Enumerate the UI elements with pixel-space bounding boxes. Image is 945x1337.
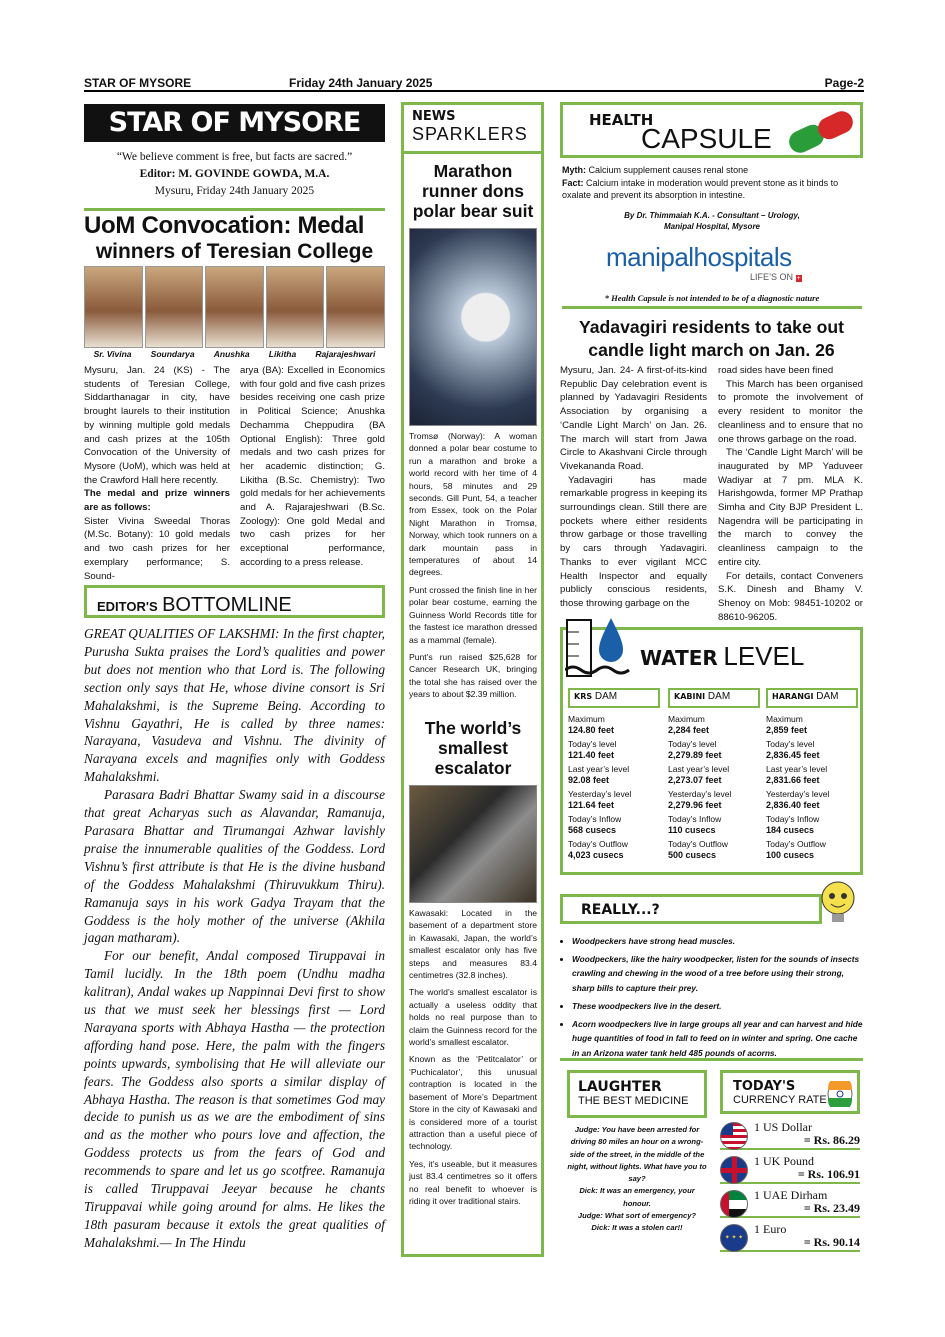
health-capsule-header: HEALTH CAPSULE [560,102,863,158]
laughter-header: LAUGHTER THE BEST MEDICINE [567,1070,707,1118]
paper-name: STAR OF MYSORE [84,76,192,90]
yadavagiri-col1: Mysuru, Jan. 24- A first-of-its-kind Republic Day celebration event is planned by Yadavagiri Residents Association by organising a ‘Candle Light March’ on Jan. 26. The march will start from Jawa Circle to Akashvani Circle through Vivekananda Road. Yadavagiri has made remarkable progress in keeping its surroundings clean. Still there are pockets where either residents throw garbage or those travelling by cars through Yadavagiri. Thanks to ever vigilant MCC Health Inspector and equally publicly conscious residents, those throwing garbage on the [560,365,707,609]
masthead-info [84,149,385,200]
yadavagiri-headline: Yadavagiri residents to take out candle light march on Jan. 26 [579,317,844,360]
uom-headline: UoM Convocation: Medal winners of Teresian College [84,208,385,265]
editors-bottomline-box: EDITOR'S BOTTOMLINE [84,585,385,618]
really-list: • Woodpeckers have strong head muscles. • Woodpeckers, like the hairy woodpecker, listen for the sounds of insects crawling and chewing in the wood of a tree before using their strong, sharp bills to capture their prey. • These woodpeckers live in the desert. • Acorn woodpeckers live in large groups all year and can harvest and hide huge quantities of food in fall to feed on in winter and spring. One cache in an Arizona water tank held 485 pounds of acorns. [560,934,863,1064]
medal-winners-photos [84,266,385,348]
escalator-headline: The world’s smallest escalator [424,718,522,778]
uk-flag-icon [720,1156,748,1184]
escalator-text: Kawasaki: Located in the basement of a department store in Kawasaki, Japan, the world’s smallest escalator only has five steps and measures 83.4 centimetres (32.8 inches). The world’s smallest escalator is actually a useless oddity that holds no real purpose than to claim the Guinness record for the world’s smallest escalator. Known as the ‘Petitcalator’ or ‘Puchicalator’, this unusual contraption is located in the basement of More’s Department Store in the city of Kawasaki and is considered more of a tourist attraction than a useful piece of technology. Yes, it’s useable, but it measures just 83.4 centimetres so it offers no real benefit to whoever is riding it over traditional stairs. [409,908,537,1206]
news-sparklers-header: NEWS SPARKLERS [401,102,544,154]
marathon-headline: Marathon runner dons polar bear suit [412,161,534,221]
eu-flag-icon: ✦ ✦ ✦ [720,1224,748,1252]
currency-row-usd: 1 US Dollar = Rs. 86.29 [720,1120,860,1150]
photo-vivina [84,266,143,348]
kabini-dam: KABINI DAM Maximum 2,284 feet Today’s level 2,279.89 feet Last year’s level 2,273.07 feet Yesterday’s level 2,279.96 feet Today’s Inflow 110 cusecs Today’s Outflow 500 cusecs [668,688,760,864]
escalator-photo [409,785,537,903]
uae-flag-icon [720,1190,748,1218]
dateline: Mysuru, Friday 24th January 2025 [154,185,315,197]
masthead: STAR OF MYSORE [84,104,385,142]
capsule-pill-icon [781,109,861,155]
marathon-text: Tromsø (Norway): A woman donned a polar bear costume to run a marathon and broke a world record with her time of 4 hours, 58 minutes and 29 seconds. Gill Punt, 54, a teacher from Essex, took on the Polar Night Marathon in Tromsø, Norway, which took runners on a dark mountain pass in temperatures of about 14 degrees. Punt crossed the finish line in her polar bear costume, earning the Guinness World Records title for the fastest ice marathon dressed as a mammal (female). Punt’s run raised $25,628 for Cancer Research UK, bringing the total she has raised over the years to about $2.39 million. [409,431,537,700]
photo-rajarajeshwari [326,266,385,348]
currency-header: TODAY'S CURRENCY RATE [720,1070,860,1114]
water-level-title: WATER LEVEL [640,641,805,671]
photo-anushka [205,266,264,348]
currency-row-gbp: 1 UK Pound = Rs. 106.91 [720,1154,860,1184]
really-header: REALLY...? [560,894,822,924]
health-content: Myth: Calcium supplement causes renal stone Fact: Calcium intake in moderation would prevent stone as it binds to oxalate and prevent its absorption in intestine. By Dr. Thimmaiah K.A. - Consultant – Urology, Manipal Hospital, Mysore [562,165,839,231]
page-header [84,76,864,92]
krs-dam: KRS DAM Maximum 124.80 feet Today’s level 121.40 feet Last year’s level 92.08 feet Yesterday’s level 121.64 feet Today’s Inflow 568 cusecs Today’s Outflow 4,023 cusecs [568,688,660,864]
manipal-tagline: LIFE’S ON + [750,272,801,282]
manipal-logo: manipalhospitals [606,242,792,272]
editors-article: GREAT QUALITIES OF LAKSHMI: In the first chapter, Purusha Sukta praises the Lord’s qualities and power but does not mention who that Lord is. The following section only says that He, whose divine consort is Sri Mahalakshmi, is the Supreme Being. According to Vishnu Gayathri, He is called by three names: Narayana, Vasudeva and Vishnu. The divinity of Narayana excels and magnifies only with Goddess Mahalakshmi. Parasara Badri Bhattar Swamy said in a discourse that great Acharyas such as Alavandar, Ramanuja, Parasara Bhattar and Tirumangai Azhwar lavishly praise the innumerable qualities of the Goddess. Lord Vishnu’s first attribute is that He is the divine husband of the Goddess Mahalakshmi (Thiruvukkum Thiru). Ramanuja says in his work Gadya Trayam that the Goddess is the holy mother of the universe (Akhila jagan matharam). For our benefit, Andal composed Tiruppavai in Tamil lucidly. In the 18th poem (Undhu madha kalitran), Andal wakes up Nappinnai Devi first to show us that we must seek her blessings first — Lord Narayana sports with Abhaya Hastha — the protection affording hand pose. Here, the palm with the fingers points upwards, symbolising that He will alleviate our fears. The Goddess also sports a similar display of Abhaya Hastha. The reason is that sometimes God may decide to punish us as we are the embodiment of sins and as the mother who pours love and affection, the Goddess protects us from the fears of God and recommends to spare and let us go scotfree. Ramanuja is called Tiruppavai Jeeyar because he chants Tiruppavai while going around for alms. He likes the 18th pasuram because it extols the great qualities of Mahalakshmi.— In The Hindu [84,626,385,1250]
polar-bear-runner-photo [409,228,537,426]
photo-likitha [266,266,325,348]
water-drop-icon [565,614,635,680]
us-flag-icon [720,1122,748,1150]
issue-date: Friday 24th January 2025 [289,76,433,90]
uom-col1: Mysuru, Jan. 24 (KS) - The students of Teresian College, Siddarthanagar in city, have brought laurels to their institution by winning multiple gold medals and cash prizes at the 105th Convocation of the University of Mysore (UoM), which was held at the Crawford Hall here recently. The medal and prize winners are as follows: Sister Vivina Sweedal Thoras (M.Sc. Botany): 10 gold medals and two cash prizes for her exemplary performance; S. Sound- [84,365,230,582]
photo-captions: Sr. Vivina Soundarya Anushka Likitha Rajarajeshwari [93,349,376,359]
harangi-dam: HARANGI DAM Maximum 2,859 feet Today’s level 2,836.45 feet Last year’s level 2,831.66 feet Yesterday’s level 2,836.40 feet Today’s Inflow 184 cusecs Today’s Outflow 100 cusecs [766,688,858,864]
lightbulb-icon [816,878,860,926]
laughter-joke: Judge: You have been arrested for driving 80 miles an hour on a wrong-side of the street, in the middle of the night, without lights. What have you to say? Dick: It was an emergency, your honour. Judge: What sort of emergency? Dick: It was a stolen car!! [567,1125,707,1233]
photo-soundarya [145,266,204,348]
currency-row-aed: 1 UAE Dirham = Rs. 23.49 [720,1188,860,1218]
editor-line: Editor: M. GOVINDE GOWDA, M.A. [139,168,330,180]
motto: “We believe comment is free, but facts are sacred.” [116,151,353,163]
health-disclaimer: * Health Capsule is not intended to be of a diagnostic nature [562,293,862,309]
india-flag-icon [827,1081,853,1107]
page-number: Page-2 [824,76,864,90]
yadavagiri-col2: road sides have been fined This March has been organised to promote the involvement of every resident to monitor the cleanliness and to ensure that no one throws garbage on the road. The ‘Candle Light March’ will be inaugurated by MP Yaduveer Wadiyar at 7 pm. MLA K. Harishgowda, former MP Prathap Simha and City BJP President L. Nagendra will be participating in the march to convey the cleanliness campaign to the entire city. For details, contact Conveners S.K. Dinesh and Bhamy V. Shenoy on Mob: 98451-10202 or 88610-96205. [718,365,863,623]
divider [560,1058,863,1061]
currency-row-eur: ✦ ✦ ✦ 1 Euro = Rs. 90.14 [720,1222,860,1252]
uom-col2: arya (BA): Excelled in Economics with four gold and five cash prizes besides receiving one cash prize in Political Science; Anushka Dechamma Cheppudira (BA Optional English): Three gold medals and two cash prizes for her academic distinction; G. Likitha (B.Sc. Chemistry): Two gold medals for her achievements and A. Rajarajeshwari (B.Sc. Zoology): One gold Medal and two cash prizes for her exceptional performance, according to a press release. [240,365,385,568]
